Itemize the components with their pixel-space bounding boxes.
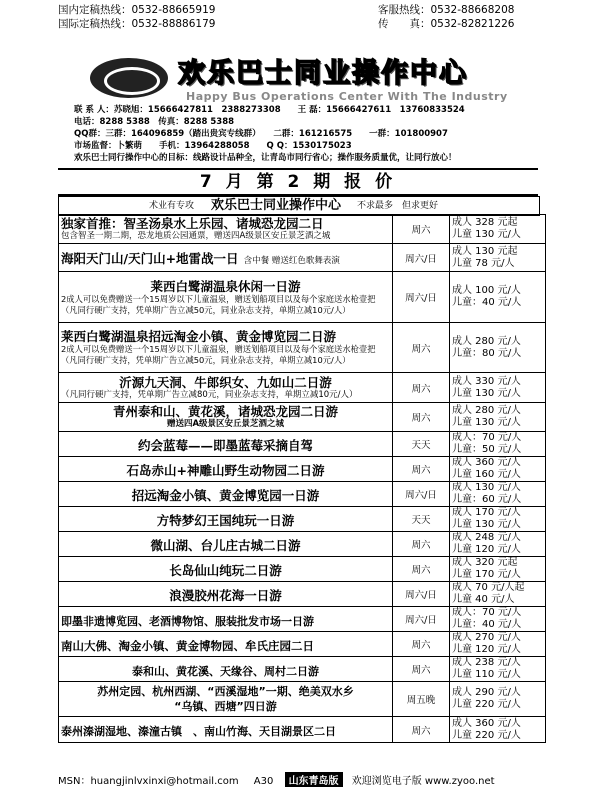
route-day: 周六 [393, 457, 450, 482]
issue-title: 7 月 第 2 期 报 价 [58, 168, 538, 196]
adult-price: 成人 130 元起 [452, 245, 518, 257]
route-name: 浪漫胶州花海一日游 [169, 587, 282, 603]
adult-price: 成人 290 元/人 [452, 687, 521, 698]
adult-price: 成人 320 元起 [452, 557, 518, 568]
route-name: 长岛仙山纯玩二日游 [169, 562, 282, 578]
route-day: 周六 [393, 657, 450, 682]
contact-line-5: 欢乐巴士同行操作中心的目标：线路设计品种全，让青岛市同行省心；操作服务质量优，让同行放心！ [74, 153, 457, 163]
route-name: 青州泰和山、黄花溪，诸城恐龙园二日游 [112, 404, 338, 419]
table-row [59, 532, 546, 557]
child-price: 儿童 130 元/人 [452, 387, 521, 399]
table-row [59, 607, 546, 632]
contact-line-3: QQ群：三群：164096859（踏出贵宾专线群） 二群：161216575 一群：101800907 [74, 129, 448, 139]
route-name: 约会蓝莓——即墨蓝莓采摘自驾 [137, 437, 313, 453]
route-day: 周六 [393, 373, 450, 403]
child-price: 儿童 220 元/人 [452, 729, 521, 741]
child-price: 儿童：40 元/人 [452, 619, 522, 630]
table-row [59, 657, 546, 682]
route-name: 苏州定园、杭州西湖、“西溪湿地”一期、绝美双水乡 [97, 685, 354, 698]
route-note: 含中餐 赠送红色歌舞表演 [243, 256, 340, 266]
route-note: 赠送四A级景区安丘景芝酒之城 [166, 419, 285, 429]
route-day: 周六 [393, 215, 450, 244]
footer-msn: MSN：huangjinlvxinxi@hotmail.com [58, 776, 239, 787]
route-day: 周六 [393, 632, 450, 657]
route-note: （凡同行硬广支持，凭单期广告立减80元，同业杂志支持，单期立减10元/人） [61, 389, 358, 400]
route-note: 2成人可以免费赠送一个15周岁以下儿童温泉，赠送划船项目以及每个家庭送水枪壹把（凡同行硬广支持，凭单期广告立减50元，同业杂志支持，单期立减10元/人） [61, 344, 376, 365]
slogan-middle: 欢乐巴士同业操作中心 [211, 198, 342, 213]
adult-price: 成人 100 元/人 [452, 285, 521, 296]
route-name: 方特梦幻王国纯玩一日游 [156, 512, 295, 528]
child-price: 儿童 220 元/人 [452, 699, 521, 710]
contact-line-2: 电话：8288 5388 传真：8288 5388 [74, 117, 235, 127]
table-row [59, 482, 546, 507]
route-day: 周六 [393, 717, 450, 743]
domestic-hotline: 国内定稿热线：0532-88665919 [58, 4, 216, 16]
child-price: 儿童 130 元/人 [452, 229, 521, 240]
adult-price: 成人 238 元/人 [452, 657, 521, 668]
child-price: 儿童 120 元/人 [452, 644, 521, 655]
route-day: 周六/日 [393, 582, 450, 607]
child-price: 儿童：80 元/人 [452, 347, 522, 359]
route-name: 海阳天门山/天门山+地雷战一日 [61, 251, 239, 266]
child-price: 儿童 170 元/人 [452, 569, 521, 580]
child-price: 儿童 130 元/人 [452, 417, 521, 428]
adult-price: 成人 360 元/人 [452, 717, 521, 729]
adult-price: 成人 270 元/人 [452, 632, 521, 643]
route-name: 独家首推：智圣汤泉水上乐园、诸城恐龙园二日 [61, 216, 324, 231]
logo-title-cn: 欢乐巴士同业操作中心 [178, 58, 468, 89]
table-row [59, 457, 546, 482]
bus-logo-icon [90, 58, 168, 98]
child-price: 儿童 160 元/人 [452, 469, 521, 480]
route-day: 周五晚 [393, 682, 450, 717]
table-row [59, 557, 546, 582]
child-price: 儿童 120 元/人 [452, 544, 521, 555]
slogan-right: 不求最多 但求更好 [357, 201, 439, 211]
route-name: 泰州溱湖湿地、溱潼古镇 、南山竹海、天目湖景区二日 [61, 725, 336, 738]
route-name: 招远淘金小镇、黄金博览园一日游 [131, 487, 320, 503]
route-note: 2成人可以免费赠送一个15周岁以下儿童温泉，赠送划船项目以及每个家庭送水枪壹把（凡同行硬广支持，凭单期广告立减50元，同业杂志支持，单期立减10元/人） [61, 293, 376, 315]
fax-line: 传 真：0532-82821226 [378, 18, 515, 30]
adult-price: 成人 280 元/人 [452, 405, 521, 416]
adult-price: 成人：70 元/人 [452, 607, 522, 618]
adult-price: 成人 330 元/人 [452, 375, 521, 387]
child-price: 儿童：50 元/人 [452, 444, 522, 455]
adult-price: 成人 170 元/人 [452, 507, 521, 518]
adult-price: 成人 280 元/人 [452, 335, 521, 347]
route-day: 周六 [393, 557, 450, 582]
table-row [59, 632, 546, 657]
child-price: 儿童：60 元/人 [452, 494, 522, 505]
table-row [59, 432, 546, 457]
table-row [59, 582, 546, 607]
route-day: 天天 [393, 432, 450, 457]
logo-title-en: Happy Bus Operations Center With The Industry [186, 90, 508, 103]
route-price-table [58, 214, 546, 743]
route-name: 莱西白鹭湖温泉招远淘金小镇、黄金博览园二日游 [61, 329, 337, 344]
route-name: 即墨非遗博览园、老酒博物馆、服装批发市场一日游 [61, 614, 314, 628]
footer [58, 772, 495, 787]
table-row [59, 717, 546, 743]
route-day: 周六 [393, 403, 450, 432]
slogan-bar [58, 196, 540, 216]
edition-tag: 山东青岛版 [285, 772, 343, 787]
route-name: 莱西白鹭湖温泉休闲一日游 [150, 278, 301, 294]
child-price: 儿童 78 元/人 [452, 257, 515, 269]
footer-website: 欢迎浏览电子版 www.zyoo.net [351, 776, 495, 787]
contact-line-4: 市场监督：卜繁萌 手机：13964288058 Q Q：1530175023 [74, 141, 352, 151]
adult-price: 成人 360 元/人 [452, 457, 521, 468]
route-day: 周六/日 [393, 482, 450, 507]
child-price: 儿童 40 元/人 [452, 594, 515, 605]
route-note: 包含智圣一期二期，恐龙地质公园通票，赠送四A级景区安丘景芝酒之城 [61, 231, 331, 241]
child-price: 儿童 110 元/人 [452, 669, 521, 680]
table-row [59, 403, 546, 432]
table-row [59, 215, 546, 244]
international-hotline: 国际定稿热线：0532-88886179 [58, 18, 216, 30]
adult-price: 成人：70 元/人 [452, 432, 522, 443]
table-row [59, 272, 546, 323]
table-row [59, 373, 546, 403]
route-name: 石岛赤山+神雕山野生动物园二日游 [126, 462, 325, 478]
route-day: 天天 [393, 507, 450, 532]
route-name: 微山湖、台儿庄古城二日游 [150, 537, 301, 553]
adult-price: 成人 130 元/人 [452, 482, 521, 493]
route-name: 南山大佛、淘金小镇、黄金博物园、牟氏庄园二日 [61, 638, 314, 653]
adult-price: 成人 328 元起 [452, 217, 518, 228]
route-day: 周六 [393, 532, 450, 557]
adult-price: 成人 70 元/人起 [452, 582, 525, 593]
slogan-left: 术业有专攻 [149, 201, 195, 211]
service-hotline: 客服热线：0532-88668208 [378, 4, 515, 16]
route-day: 周六/日 [393, 607, 450, 632]
adult-price: 成人 248 元/人 [452, 532, 521, 543]
table-row [59, 507, 546, 532]
route-note: “乌镇、西塘”四日游 [174, 700, 277, 713]
route-day: 周六/日 [393, 244, 450, 272]
contact-line-1: 联 系 人：苏晓旭：15666427811 2388273308 王 磊：15666427611 13760833524 [74, 105, 465, 115]
child-price: 儿童：40 元/人 [452, 297, 522, 308]
route-day: 周六 [393, 323, 450, 373]
page-number: A30 [253, 776, 274, 787]
route-name: 沂源九天洞、牛郎织女、九如山二日游 [119, 374, 332, 390]
table-row [59, 323, 546, 373]
table-row [59, 682, 546, 717]
table-row [59, 244, 546, 272]
child-price: 儿童 130 元/人 [452, 519, 521, 530]
route-name: 泰和山、黄花溪、天缘谷、周村二日游 [132, 664, 319, 678]
route-day: 周六/日 [393, 272, 450, 323]
